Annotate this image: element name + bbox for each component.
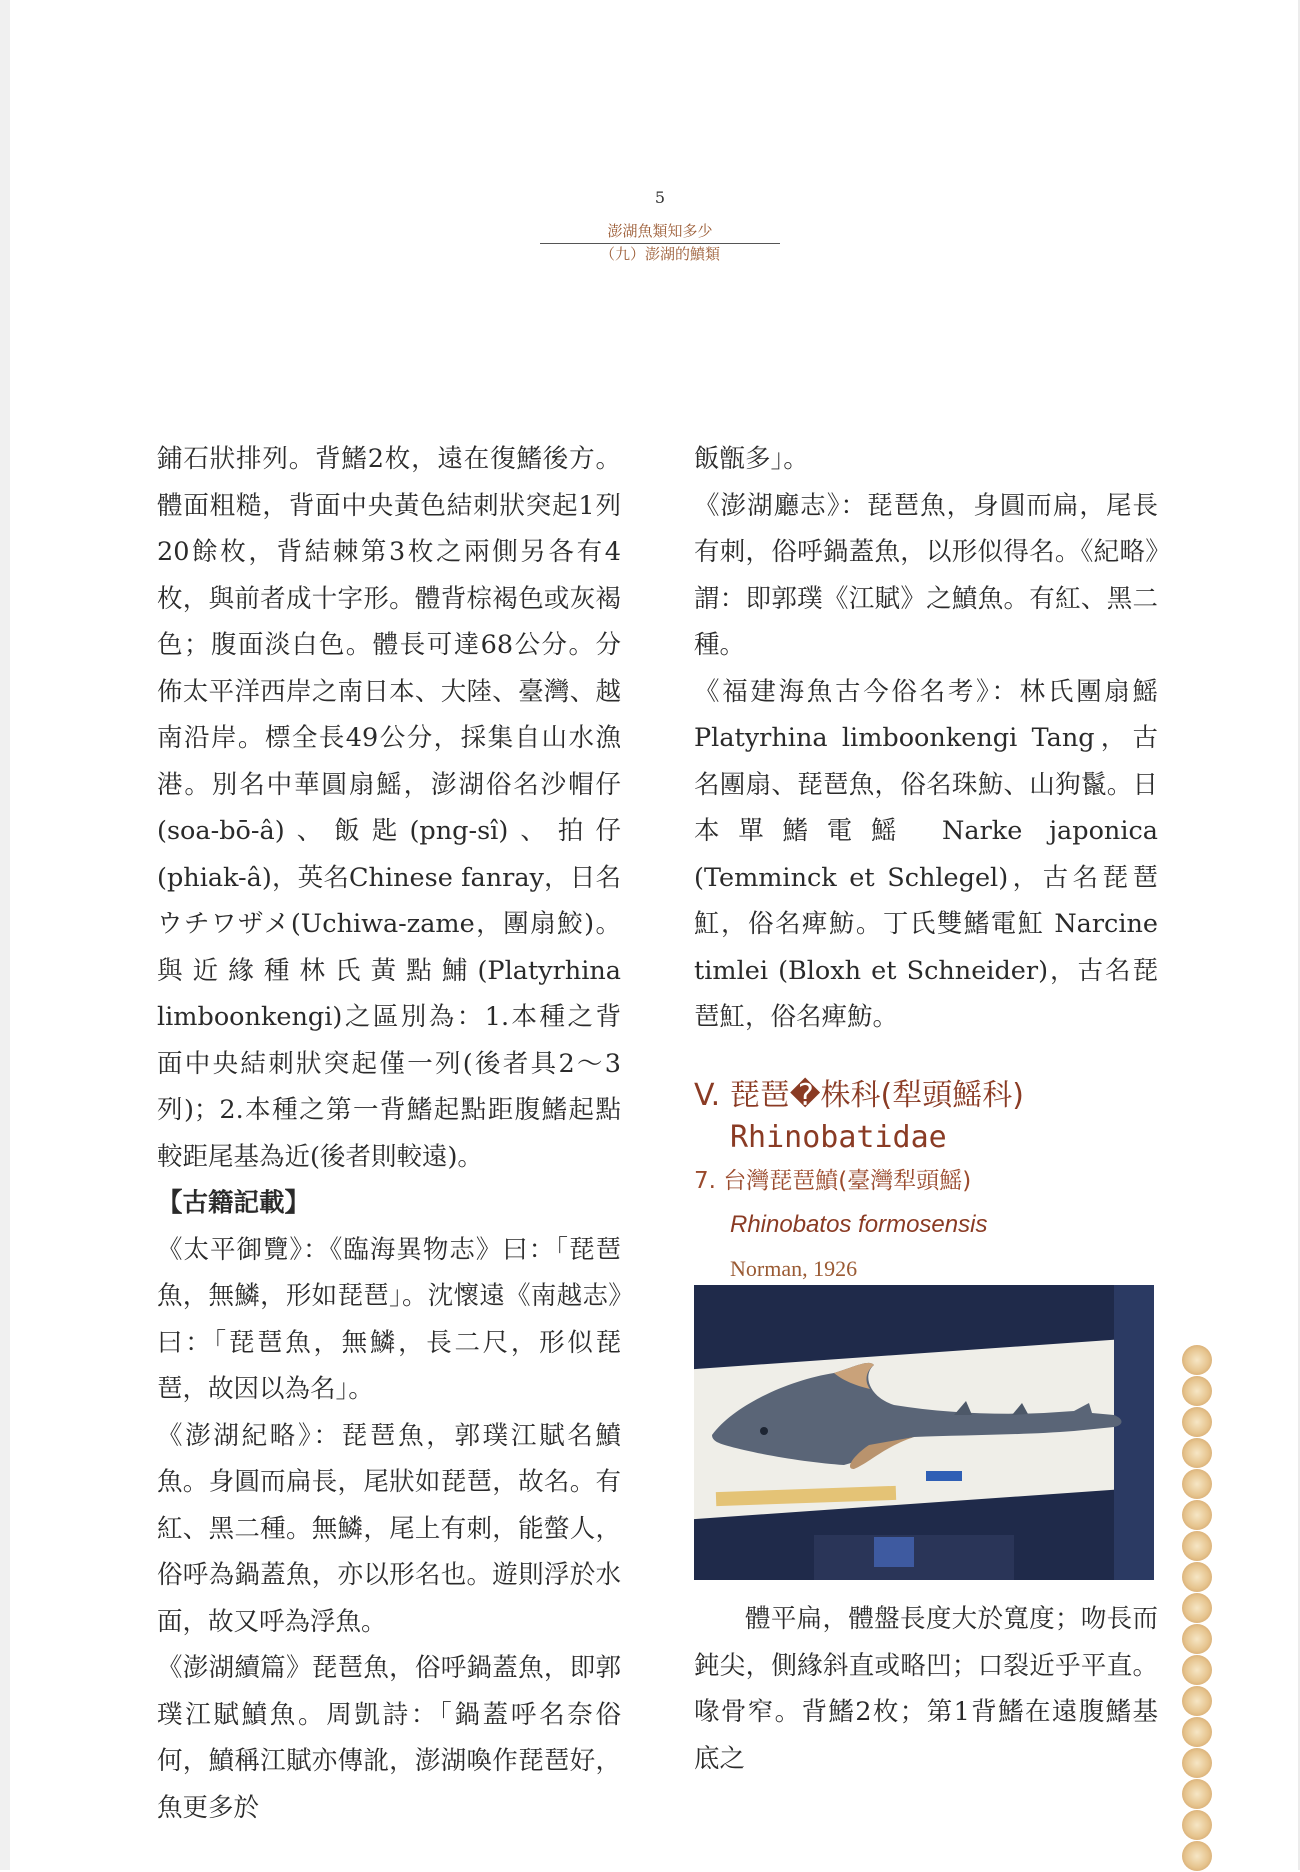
decorative-dot-icon (1182, 1376, 1212, 1406)
decorative-dot-icon (1182, 1438, 1212, 1468)
decorative-dot-icon (1182, 1655, 1212, 1685)
record-continued: 飯甑多」。 (694, 444, 809, 474)
running-title-chapter: （九）澎湖的鱝類 (599, 245, 720, 263)
decorative-dot-icon (1182, 1407, 1212, 1437)
guitarfish-illustration (694, 1285, 1154, 1580)
decorative-dot-icon (1182, 1469, 1212, 1499)
decorative-dot-icon (1182, 1686, 1212, 1716)
record-taiping-yulan: 《太平御覽》：《臨海異物志》曰：「琵琶魚，無鱗，形如琵琶」。沈懷遠《南越志》曰：「琵琶魚，無鱗，長二尺，形似琵琶，故因以為名」。 (157, 1234, 621, 1404)
decorative-dot-icon (1182, 1562, 1212, 1592)
family-title: V. 琵琶�株科(犁頭鰩科) (694, 1077, 1024, 1113)
species-title: 7. 台灣琵琶鱝(臺灣犁頭鰩) (694, 1167, 972, 1194)
decorative-dot-icon (1182, 1717, 1212, 1747)
running-title-series: 澎湖魚類知多少 (540, 221, 780, 244)
species-description-continued: 鋪石狀排列。背鰭2枚，遠在復鰭後方。體面粗糙，背面中央黃色結刺狀突起1列20餘枚，背結棘第3枚之兩側另各有4枚，與前者成十字形。體背棕褐色或灰褐色；腹面淡白色。體長可達68公分。分佈太平洋西岸之南日本、大陸、臺灣、越南沿岸。標全長49公分，採集自山水漁港。別名中華圓扇鰩，澎湖俗名沙帽仔(soa-bō-â)、飯匙(png-sî)、拍仔(phiak-â)，英名Chinese fanray，日名ウチワザメ(Uchiwa-zame，團扇鮫)。與近緣種林氏黃點鯆(Platyrhina limboonkengi)之區別為：1.本種之背面中央結刺狀突起僅一列(後者具2～3列)；2.本種之第一背鰭起點距腹鰭起點較距尾基為近(後者則較遠)。 (157, 444, 621, 1172)
decorative-dot-icon (1182, 1593, 1212, 1623)
species-description (694, 1596, 1158, 1782)
record-penghu-tingzhi: 《澎湖廳志》：琵琶魚，身圓而扁，尾長有刺，俗呼鍋蓋魚，以形似得名。《紀略》謂：即郭璞《江賦》之鱝魚。有紅、黑二種。 (694, 490, 1158, 660)
decorative-dot-icon (1182, 1841, 1212, 1871)
species-authority: Norman, 1926 (730, 1255, 858, 1281)
decorative-dot-icon (1182, 1531, 1212, 1561)
record-penghu-xupian: 《澎湖續篇》琵琶魚，俗呼鍋蓋魚，即郭璞江賦鱝魚。周凱詩：「鍋蓋呼名奈俗何，鱝稱江賦亦傳訛，澎湖喚作琵琶好，魚更多於 (157, 1653, 621, 1823)
page-number: 5 (654, 188, 666, 207)
decorative-dot-icon (1182, 1345, 1212, 1375)
decorative-dot-icon (1182, 1748, 1212, 1778)
species-latin-name: Rhinobatos formosensis (730, 1210, 988, 1238)
left-column (157, 436, 621, 1831)
decorative-border (1182, 1345, 1216, 1872)
family-latin-name: Rhinobatidae (730, 1119, 947, 1155)
decorative-dot-icon (1182, 1624, 1212, 1654)
record-penghu-jilue: 《澎湖紀略》：琵琶魚，郭璞江賦名鱝魚。身圓而扁長，尾狀如琵琶，故名。有紅、黑二種。無鱗，尾上有刺，能螫人，俗呼為鍋蓋魚，亦以形名也。遊則浮於水面，故又呼為浮魚。 (157, 1420, 621, 1637)
right-column (694, 436, 1158, 1291)
page-header (540, 188, 780, 264)
section-heading-ancient-records: 【古籍記載】 (157, 1188, 311, 1218)
decorative-dot-icon (1182, 1779, 1212, 1809)
decorative-dot-icon (1182, 1810, 1212, 1840)
record-fujian-fish-names: 《福建海魚古今俗名考》：林氏團扇鰩 Platyrhina limboonkengi Tang，古名團扇、琵琶魚，俗名珠魴、山狗鬣。日本單鰭電鰩 Narke japonica (Temminck et Schlegel)，古名琵琶魟，俗名痺魴。丁氏雙鰭電魟 Narcine timlei (Bloxh et Schneider)，古名琵琶魟，俗名痺魴。 (694, 676, 1158, 1032)
specimen-photo (694, 1285, 1154, 1580)
decorative-dot-icon (1182, 1500, 1212, 1530)
species-description-text: 體平扁，體盤長度大於寬度；吻長而鈍尖，側緣斜直或略凹；口裂近乎平直。喙骨窄。背鰭2枚；第1背鰭在遠腹鰭基底之 (694, 1604, 1158, 1774)
